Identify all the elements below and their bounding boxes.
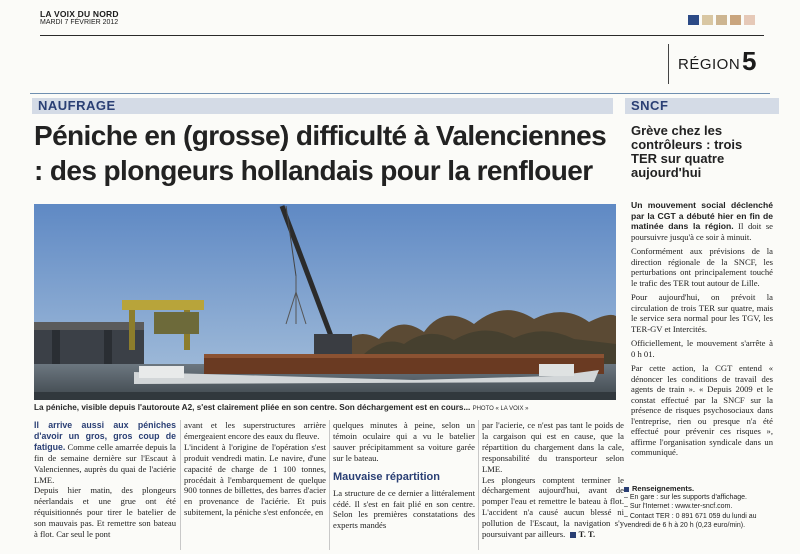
photo-caption [34,403,619,412]
sidebar-title: Grève chez les contrôleurs : trois TER sur quatre aujourd'hui [631,123,743,180]
sidebar-p2: Conformément aux prévisions de la direction régionale de la SNCF, les perturbations ont principalement touché le trafic des TER tout autour de Lille. [631,246,773,288]
swatch [688,15,699,25]
info-line-1: – En gare : sur les supports d'affichage. [624,494,748,502]
sidebar-p3: Pour aujourd'hui, on prévoit la circulation de trois TER sur quatre, mais le service sera normal pour les TGV, les TER-GV et Intercités. [631,292,773,334]
bullet-square-icon [624,487,629,492]
barge-photo-illustration [34,204,616,400]
sidebar-p5: Par cette action, la CGT entend « dénoncer les conditions de travail des agents de train ». « Depuis 2009 et le constat effectué par la SNCF sur la présence de risques psychosociaux dans l'entreprise, rien ou presque n'a été effectué pour prévenir ces risques », affirme l'organisation syndicale dans un communiqué. [631,363,773,457]
article-lede: Il arrive aussi aux péniches d'avoir un gros, gros coup de fatigue. [34,420,176,452]
article-headline: Péniche en (grosse) difficulté à Valenciennes : des plongeurs hollandais pour la renflouer [34,120,607,186]
column-divider [180,420,181,550]
sidebar-kicker: SNCF [625,98,779,114]
end-mark-icon [570,532,576,538]
section-name: RÉGION [678,56,741,73]
issue-date: MARDI 7 FÉVRIER 2012 [40,19,119,26]
article-kicker: NAUFRAGE [32,98,613,114]
info-line-2: – Sur l'Internet : www.ter-sncf.com. [624,503,733,511]
article-column-3 [333,420,475,531]
sidebar-p4: Officiellement, le mouvement s'arrête à 0 h 01. [631,338,773,359]
photo-credit: PHOTO « LA VOIX » [472,406,529,412]
article-column-2 [184,420,326,518]
column-divider [329,420,330,550]
info-heading: Renseignements. [632,484,695,493]
section-rule [30,93,770,94]
sidebar-info [624,484,774,530]
col3-text: quelques minutes à peine, selon un témoin oculaire qui a vu le batelier sauver précipitamment sa voiture garée sur le bateau. [333,420,475,463]
sidebar-lede-tail: Il doit se poursuivre jusqu'à ce soir à minuit. [631,221,773,242]
article-photo [34,204,616,400]
swatch [730,15,741,25]
col3-text2: La structure de ce dernier a littéralement cédé. Il s'est en fait plié en son centre. Selon les premières constatations des experts mandés [333,487,475,531]
swatch [716,15,727,25]
col2-text2: L'incident à l'origine de l'opération s'est produit vendredi matin. Le navire, d'une capacité de charge de 1 100 tonnes, procédait à l'embarquement de quelque 900 tonnes de billettes, des barres d'acier en provenance de l'aciérie. Et puis subitement, la péniche s'est enfoncée, en [184,441,326,518]
col4-text: par l'acierie, ce n'est pas tant le poids de la cargaison qui est en cause, que la répartition du chargement dans la cale, responsabilité du transporteur selon LME. [482,420,624,474]
sidebar-body [631,200,773,462]
col1-text: Comme celle amarrée depuis la fin de semaine dernière sur l'Escaut à Valenciennes, auprès du quai de l'aciérie LME. [34,441,176,485]
col1-text2: Depuis hier matin, des plongeurs néerlandais et une grue ont été réquisitionnés pour tirer le batelier de son mauvais pas. Et remettre son bateau à flot. Car seul le pont [34,485,176,540]
page-number: 5 [742,46,757,76]
header-rule [40,35,764,36]
info-line-3: – Contact TER : 0 891 671 059 du lundi au vendredi de 6 h à 20 h (0,23 euro/min). [624,512,757,529]
col2-text: avant et les superstructures arrière émergeaient encore des eaux du fleuve. [184,420,326,441]
color-swatches [688,15,755,25]
newspaper-name: LA VOIX DU NORD [40,9,119,19]
caption-text: La péniche, visible depuis l'autoroute A2, s'est clairement pliée en son centre. Son déchargement est en cours... [34,403,471,412]
article-subhead: Mauvaise répartition [333,470,440,483]
sidebar-lede: Un mouvement social déclenché par la CGT a débuté hier en fin de matinée dans la région. [631,200,773,231]
swatch [744,15,755,25]
article-column-1 [34,420,176,540]
article-signature: T. T. [578,529,596,540]
col4-text2: Les plongeurs comptent terminer le déchargement aujourd'hui, avant de pomper l'eau et remettre le bateau à flot. L'accident n'a causé aucun blessé ni pollution de l'Escaut, la navigation s'y poursuivant par ailleurs. [482,474,624,540]
article-column-4 [482,420,624,540]
column-divider [478,420,479,550]
swatch [702,15,713,25]
